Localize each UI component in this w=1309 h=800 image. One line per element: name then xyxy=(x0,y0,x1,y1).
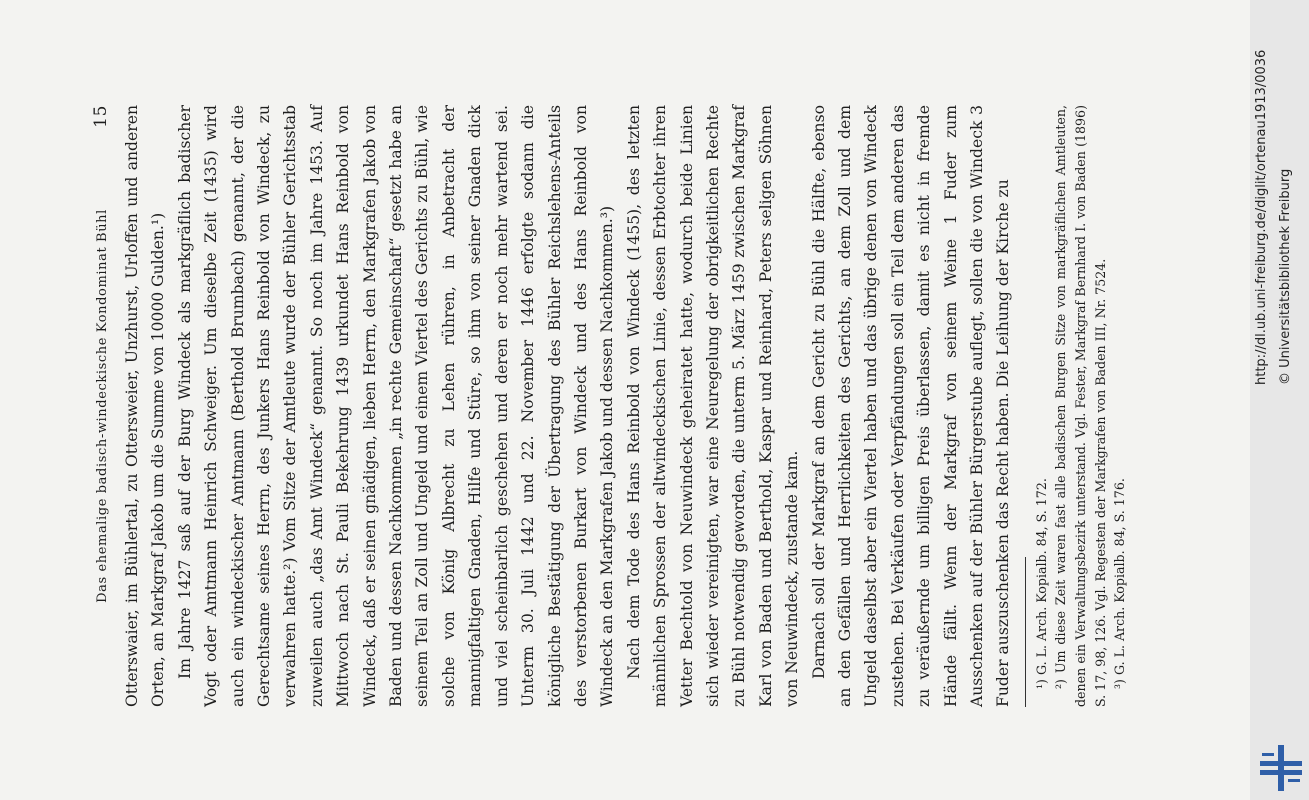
scanned-page xyxy=(65,65,1245,745)
source-url-link[interactable]: http://dl.ub.uni-freiburg.de/diglit/ortenau1913/0036 xyxy=(1254,49,1269,385)
footnotes xyxy=(1032,105,1130,707)
footnote-divider xyxy=(1025,557,1026,707)
running-head xyxy=(91,105,119,707)
page-number: 15 xyxy=(91,105,111,128)
body-text xyxy=(119,105,1017,707)
running-head-title: Das ehemalige badisch-windeckische Kondominat Bühl xyxy=(95,209,110,603)
footnote: ¹) G. L. Arch. Kopialb. 84, S. 172. xyxy=(1033,478,1049,689)
copyright-notice: © Universitätsbibliothek Freiburg xyxy=(1278,168,1293,385)
paragraph: Im Jahre 1427 saß auf der Burg Windeck als markgräflich badischer Vogt oder Amtmann Heinrich Schweiger. Um dieselbe Zeit (1435) wird auch ein windeckischer Amtmann (Berthold Brumbach) genannt, der die Gerechtsame seines Herrn, des Junkers Hans Reinbold von Windeck, zu verwahren hatte.²) Vom Sitze der Amtleute wurde der Bühler Gerichtsstab zuweilen auch „das Amt Windeck“ genannt. So noch im Jahre 1453. Auf Mittwoch nach St. Pauli Bekehrung 1439 urkundet Hans Reinbold von Windeck, daß er seinen gnädigen, lieben Herrn, den Markgrafen Jakob von Baden und dessen Nachkommen „in rechte Gemeinschaft“ gesetzt habe an seinem Teil an Zoll und Ungeld und einem Viertel des Gerichts zu Bühl, wie solche von König Albrecht zu Lehen rühren, in Anbetracht der mannigfaltigen Gnaden, Hilfe und Stüre, so ihm von seiner Gnaden dick und viel scheinbarlich geschehen und deren er noch mehr wartend sei. Unterm 30. Juli 1442 und 22. November 1446 erfolgte sodann die königliche Bestätigung der Übertragung des Bühler Reichslehens-Anteils des verstorbenen Burkart von Windeck und des Hans Reinbold von Windeck an den Markgrafen Jakob und dessen Nachkommen.³) xyxy=(175,105,617,707)
paragraph: Otterswaier, im Bühlertal, zu Ottersweier, Unzhurst, Urloffen und anderen Orten, an Markgraf Jakob um die Summe von 10000 Gulden.¹) xyxy=(123,105,168,707)
footnote: ²) Um diese Zeit waren fast alle badischen Burgen Sitze von markgräflichen Amtleuten, denen ein Verwaltungsbezirk unterstand. Vgl. Fester, Markgraf Bernhard I. von Baden (1896) S. 17, 98, 126. Vgl. Regesten der Markgrafen von Baden III, Nr. 7524. xyxy=(1053,105,1108,707)
library-logo-icon xyxy=(1258,743,1304,793)
paragraph: Darnach soll der Markgraf an dem Gericht zu Bühl die Hälfte, ebenso an den Gefällen und Herrlichkeiten des Gerichts, an dem Zoll und dem Ungeld daselbst aber ein Viertel haben und das übrige denen von Windeck zustehen. Bei Verkäufen oder Verpfändungen soll ein Teil dem anderen das zu veräußernde um billigen Preis überlassen, damit es nicht in fremde Hände fällt. Wenn der Markgraf von seinem Weine 1 Fuder zum Ausschenken auf der Bühler Bürgerstube auflegt, sollen die von Windeck 3 Fuder auszuschenken das Recht haben. Die Leihung der Kirche zu xyxy=(809,105,1013,707)
attribution-sidebar xyxy=(1250,0,1309,800)
paragraph: Nach dem Tode des Hans Reinbold von Windeck (1455), des letzten männlichen Sprossen der altwindeckischen Linie, dessen Erbtochter ihren Vetter Bechtold von Neuwindeck geheiratet hatte, wodurch beide Linien sich wieder vereinigten, war eine Neuregelung der obrigkeitlichen Rechte zu Bühl notwendig geworden, die unterm 5. März 1459 zwischen Markgraf Karl von Baden und Berthold, Kaspar und Reinhard, Peters seligen Söhnen von Neuwindeck, zustande kam. xyxy=(624,105,802,707)
footnote: ³) G. L. Arch. Kopialb. 84, S. 176. xyxy=(1112,478,1128,689)
